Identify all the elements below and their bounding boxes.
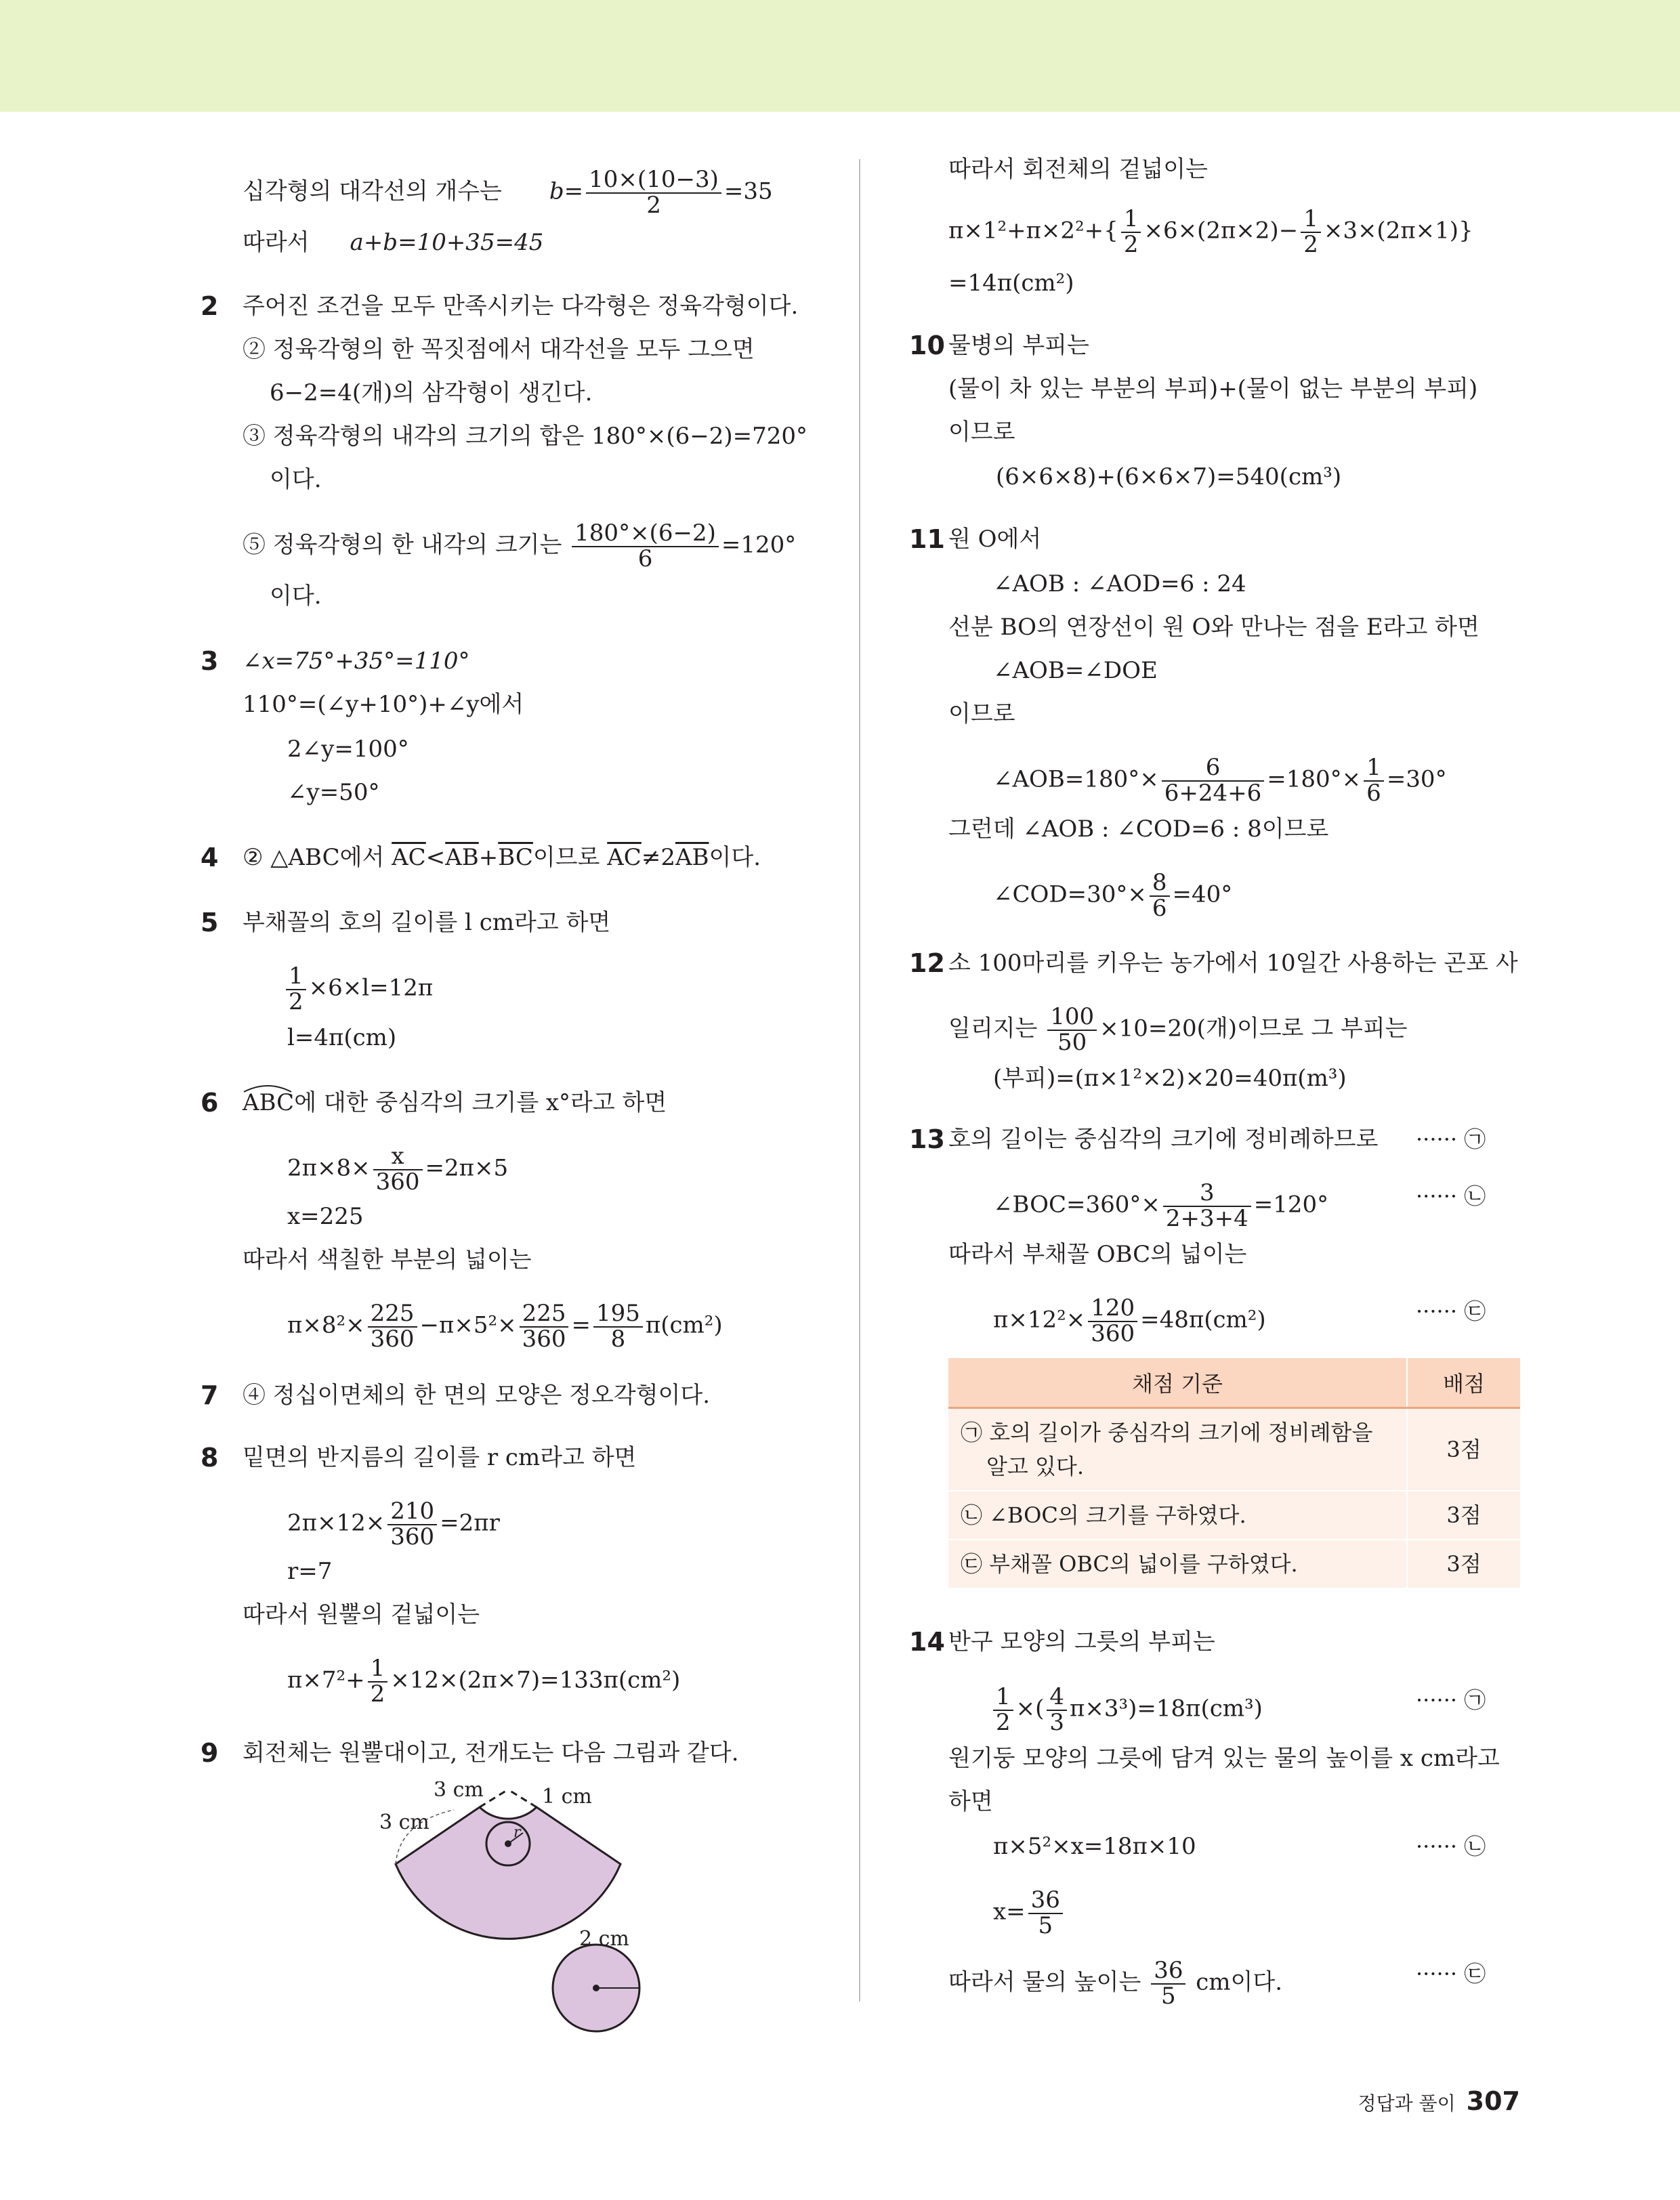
p6-line2: 2π×8× $\frac{x}{360}$ =2π×5 [287, 1143, 509, 1196]
marker-giyeok-2: ······ ㉠ [1416, 1687, 1486, 1713]
p5-line1: 부채꼴의 호의 길이를 l cm라고 하면 [243, 909, 611, 936]
problem-number-5: 5 [201, 908, 219, 937]
p6-line4: 따라서 색칠한 부분의 넓이는 [243, 1246, 532, 1273]
footer-label: 정답과 풀이 [1358, 2092, 1456, 2115]
p2-line1: 주어진 조건을 모두 만족시키는 다각형은 정육각형이다. [243, 293, 799, 320]
arc-mark [243, 1082, 293, 1093]
p11-line8: ∠COD=30°× $\frac{8}{6}$ =40° [993, 869, 1233, 922]
p1-line2: 따라서 a+b=10+35=45 [243, 229, 544, 256]
p11-line4: ∠AOB=∠DOE [993, 657, 1158, 684]
p2-line2: ② 정육각형의 한 꼭짓점에서 대각선을 모두 그으면 [243, 336, 755, 363]
page-footer [1358, 2086, 1520, 2116]
p11-line5: 이므로 [948, 700, 1015, 727]
p5-line3: l=4π(cm) [287, 1024, 397, 1051]
p13-line3: 따라서 부채꼴 OBC의 넓이는 [948, 1241, 1247, 1268]
p10-line3: 이므로 [948, 419, 1015, 446]
problem-number-4: 4 [201, 843, 219, 872]
p3-line2: 110°=(∠y+10°)+∠y에서 [243, 691, 524, 718]
p10-line1: 물병의 부피는 [948, 332, 1089, 359]
p8-line1: 밑면의 반지름의 길이를 r cm라고 하면 [243, 1444, 637, 1471]
p6-line1: ABC에 대한 중심각의 크기를 x°라고 하면 [243, 1088, 667, 1118]
p13-line1: 호의 길이는 중심각의 크기에 정비례하므로 [948, 1126, 1379, 1153]
problem-number-10: 10 [909, 331, 945, 360]
p8-line2: 2π×12× $\frac{210}{360}$ =2πr [287, 1498, 500, 1550]
p2-line3: 6−2=4(개)의 삼각형이 생긴다. [270, 379, 593, 406]
p11-line7: 그런데 ∠AOB : ∠COD=6 : 8이므로 [948, 816, 1329, 843]
label-1cm: 1 cm [542, 1785, 592, 1808]
scoring-table [948, 1358, 1520, 1589]
marker-digeut-1: ······ ㉢ [1416, 1298, 1486, 1324]
criteria-cell: ㉢ 부채꼴 OBC의 넓이를 구하였다. [948, 1540, 1407, 1588]
scoring-criteria-header: 채점 기준 [948, 1358, 1407, 1408]
marker-giyeok-1: ······ ㉠ [1416, 1126, 1486, 1152]
p4-line1: ② △ABC에서 $\overline{AC}<\overline{AB}+\overline{BC}$이므로 $\overline{AC}\ne 2\overline{AB}$이다. [243, 844, 761, 871]
p14-line5: π×5²×x=18π×10 [993, 1833, 1196, 1860]
p12-line3: (부피)=(π×1²×2)×20=40π(m³) [993, 1065, 1347, 1092]
p1-line1: 십각형의 대각선의 개수는 b= $\frac{10\times(10-3)}{2}$ =35 [243, 166, 773, 219]
p10-line2: (물이 차 있는 부분의 부피)+(물이 없는 부분의 부피) [948, 375, 1478, 402]
p13-line4: π×12²× $\frac{120}{360}$ =48π(cm²) [993, 1294, 1266, 1347]
p6-line5: π×8²× $\frac{225}{360}$ −π×5²× $\frac{225}{360}$ = $\frac{195}{8}$ π(cm²) [287, 1300, 723, 1353]
scoring-points-header: 배점 [1407, 1358, 1520, 1408]
p11-line3: 선분 BO의 연장선이 원 O와 만나는 점을 E라고 하면 [948, 614, 1479, 641]
p13-line2: ∠BOC=360°× $\frac{3}{2+3+4}$ =120° [993, 1179, 1329, 1232]
p6-line3: x=225 [287, 1203, 364, 1230]
p8-line5: π×7²+ $\frac{1}{2}$ ×12×(2π×7)=133π(cm²) [287, 1655, 681, 1708]
p8-line4: 따라서 원뿔의 겉넓이는 [243, 1601, 480, 1628]
problem-number-3: 3 [201, 646, 219, 676]
scoring-header [948, 1358, 1520, 1408]
problem-number-13: 13 [909, 1124, 945, 1154]
problem-number-14: 14 [909, 1627, 945, 1657]
p2-line4: ③ 정육각형의 내각의 크기의 합은 180°×(6−2)=720° [243, 423, 808, 450]
p9-line1: 회전체는 원뿔대이고, 전개도는 다음 그림과 같다. [243, 1739, 739, 1767]
p12-line2: 일리지는 $\frac{100}{50}$ ×10=20(개)이므로 그 부피는 [948, 1003, 1408, 1056]
problem-number-6: 6 [201, 1088, 219, 1118]
p11-line1: 원 O에서 [948, 526, 1042, 553]
p14-line4: 하면 [948, 1788, 993, 1815]
scoring-row [948, 1540, 1520, 1588]
scoring-row [948, 1408, 1520, 1492]
label-3cm-side: 3 cm [379, 1811, 429, 1834]
header-band [0, 0, 1680, 112]
p12-line1: 소 100마리를 키우는 농가에서 10일간 사용하는 곤포 사 [948, 950, 1518, 977]
p7-line1: ④ 정십이면체의 한 면의 모양은 정오각형이다. [243, 1382, 711, 1409]
p11-line6: ∠AOB=180°× $\frac{6}{6+24+6}$ =180°× $\frac{1}{6}$ =30° [993, 754, 1447, 807]
p9-right-line2: π×1²+π×2²+{ $\frac{1}{2}$ ×6×(2π×2)− $\frac{1}{2}$ ×3×(2π×1)} [948, 205, 1473, 258]
p14-line7: 따라서 물의 높이는 $\frac{36}{5}$ cm이다. [948, 1957, 1283, 2010]
marker-nieun-2: ······ ㉡ [1416, 1834, 1486, 1859]
p10-line4: (6×6×8)+(6×6×7)=540(cm³) [996, 463, 1342, 490]
problem-number-12: 12 [909, 948, 945, 978]
problem-number-2: 2 [201, 291, 219, 321]
p14-line2: $\frac{1}{2}$ ×( $\frac{4}{3}$ π×3³)=18π(cm³) [990, 1685, 1263, 1735]
label-3cm-top: 3 cm [434, 1781, 484, 1802]
page-number: 307 [1466, 2086, 1520, 2116]
p14-line1: 반구 모양의 그릇의 부피는 [948, 1628, 1215, 1655]
criteria-cell: ㉡ ∠BOC의 크기를 구하였다. [948, 1491, 1407, 1540]
p9-right-line3: =14π(cm²) [948, 270, 1074, 297]
p5-line2: $\frac{1}{2}$ ×6×l=12π [283, 965, 433, 1014]
marker-digeut-2: ······ ㉢ [1416, 1961, 1486, 1987]
criteria-cell: ㉠ 호의 길이가 중심각의 크기에 정비례함을 알고 있다. [948, 1408, 1407, 1492]
column-divider [859, 159, 860, 2002]
p14-line6: x= $\frac{36}{5}$ [993, 1888, 1066, 1938]
points-cell: 3점 [1407, 1491, 1520, 1540]
frustum-net-figure [373, 1781, 657, 2052]
p11-line2: ∠AOB : ∠AOD=6 : 24 [993, 570, 1246, 597]
problem-number-8: 8 [201, 1443, 219, 1473]
p2-line6: ⑤ 정육각형의 한 내각의 크기는 $\frac{180^\circ\times(6-2)}{6}$ =120° [243, 520, 797, 572]
p8-line3: r=7 [287, 1558, 333, 1585]
points-cell: 3점 [1407, 1408, 1520, 1492]
points-cell: 3점 [1407, 1540, 1520, 1588]
scoring-row [948, 1491, 1520, 1540]
problem-number-7: 7 [201, 1380, 219, 1410]
p2-line5: 이다. [270, 466, 322, 493]
p9-right-line1: 따라서 회전체의 겉넓이는 [948, 156, 1208, 183]
problem-number-11: 11 [909, 524, 945, 554]
marker-nieun-1: ······ ㉡ [1416, 1183, 1486, 1209]
label-r: r [513, 1824, 521, 1841]
problem-number-9: 9 [201, 1738, 219, 1768]
label-2cm: 2 cm [579, 1927, 629, 1951]
p2-line7: 이다. [270, 583, 322, 610]
p14-line3: 원기둥 모양의 그릇에 담겨 있는 물의 높이를 x cm라고 [948, 1745, 1500, 1772]
p3-line3: 2∠y=100° [287, 736, 409, 763]
p3-line4: ∠y=50° [287, 779, 380, 806]
p3-line1: ∠x=75°+35°=110° [243, 648, 470, 675]
